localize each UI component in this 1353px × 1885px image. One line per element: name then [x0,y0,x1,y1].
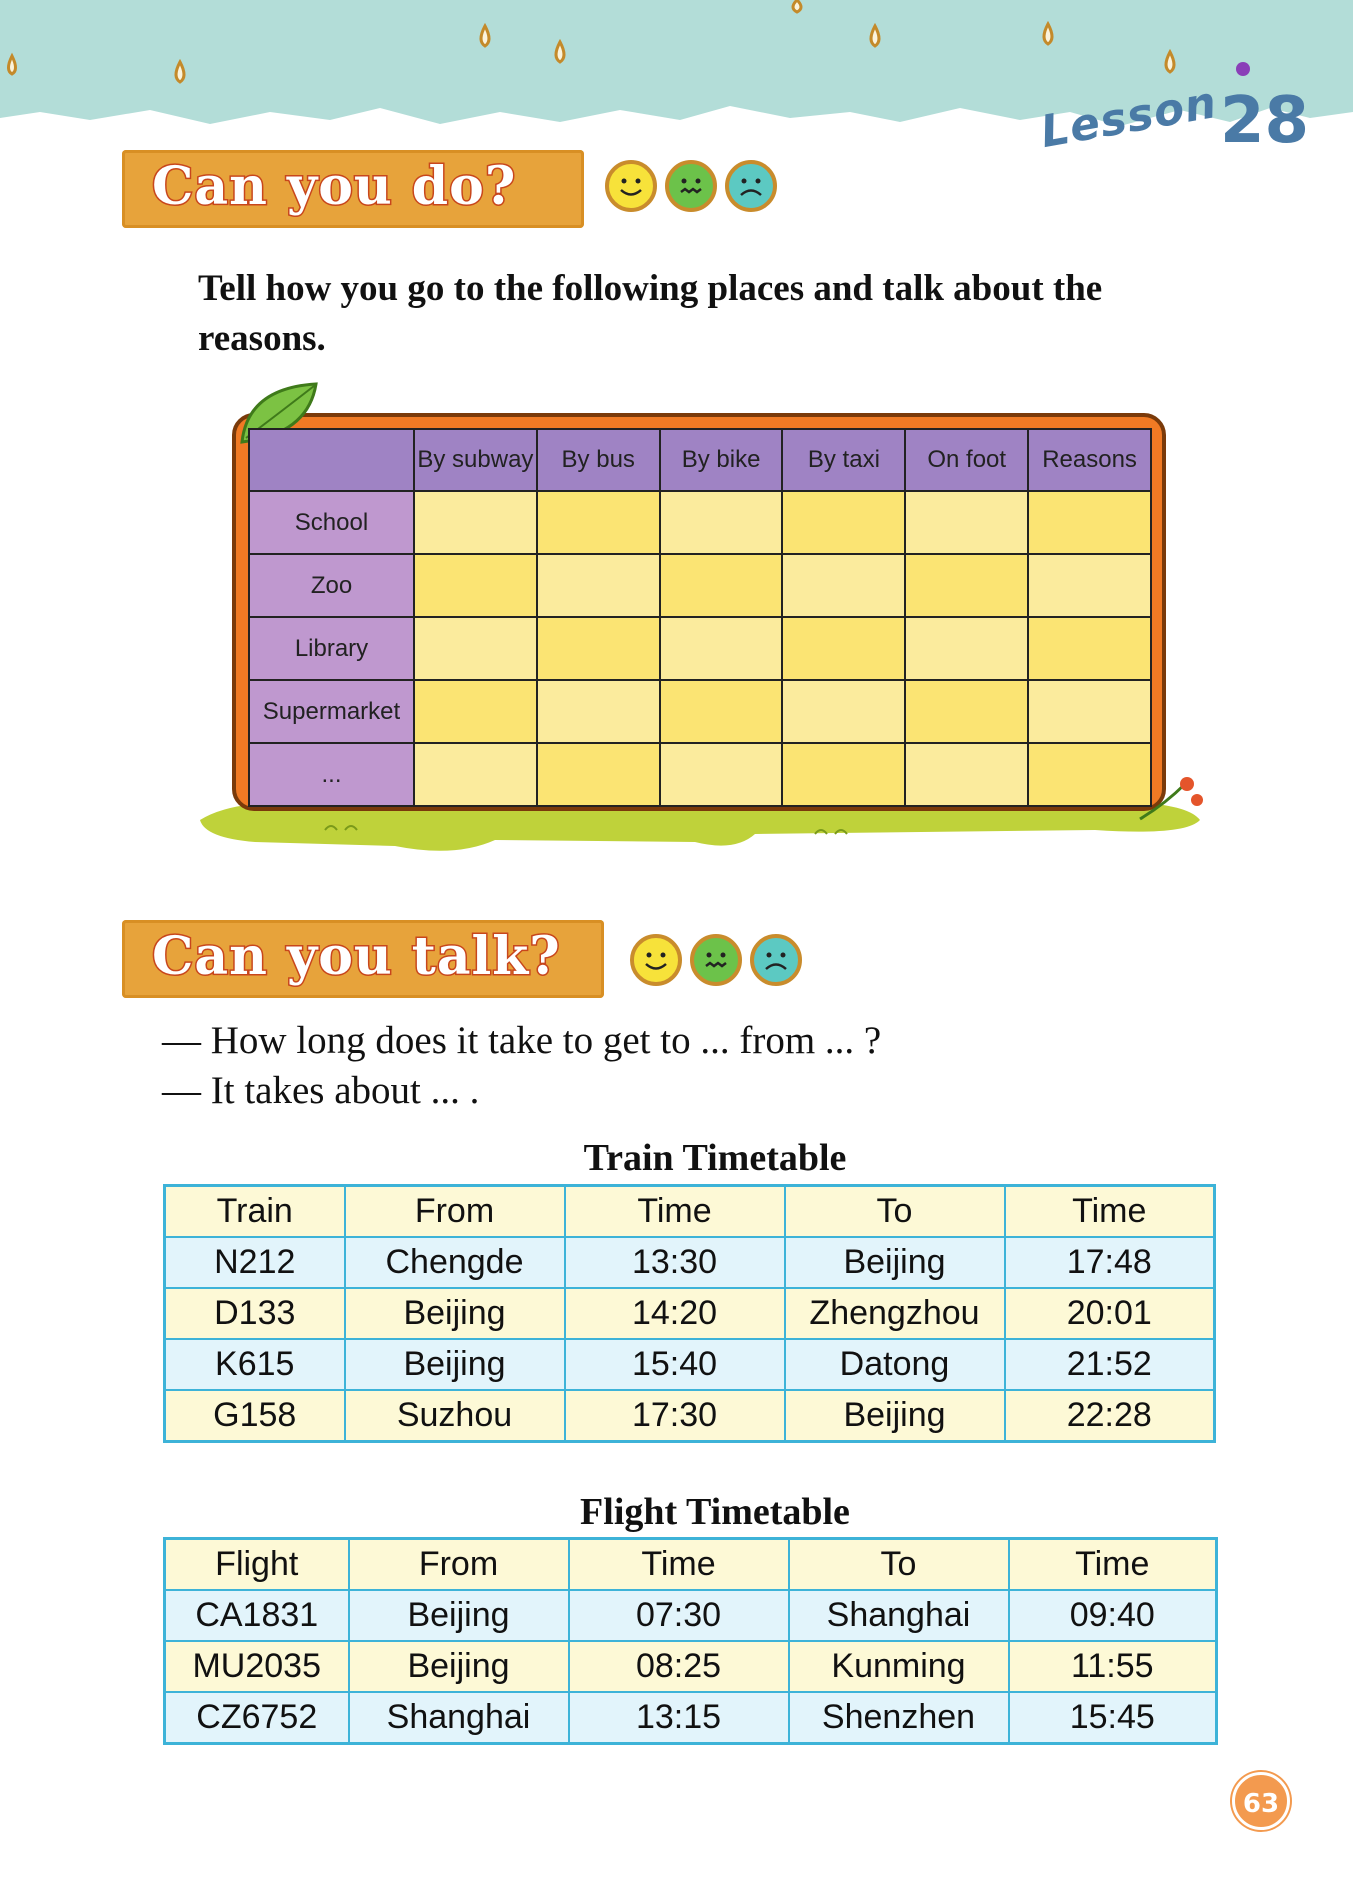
grid-cell [1028,554,1151,617]
table-cell: 15:40 [565,1339,785,1390]
dialogue-line-1: — How long does it take to get to ... from ... ? [162,1019,882,1062]
grid-cell [660,491,783,554]
table-cell: Datong [785,1339,1005,1390]
grid-cell [537,617,660,680]
table-cell: 21:52 [1005,1339,1215,1390]
grid-row [249,491,1151,554]
table-cell: 17:30 [565,1390,785,1442]
sad-face-icon [725,160,777,212]
table-row [165,1237,1215,1288]
grid-cell [537,680,660,743]
grid-col-header: By taxi [782,429,905,491]
grid-cell [782,491,905,554]
table-cell: Suzhou [345,1390,565,1442]
table-row [165,1390,1215,1442]
grid-cell [782,554,905,617]
table-header: Time [569,1539,789,1591]
table-cell: Beijing [345,1288,565,1339]
table-cell: Beijing [345,1339,565,1390]
grid-cell [660,554,783,617]
grid-cell [905,743,1028,806]
grid-row [249,617,1151,680]
grid-cell [782,617,905,680]
grid-col-header: By bike [660,429,783,491]
table-header-row [165,1186,1215,1238]
table-header: Flight [165,1539,349,1591]
grid-row-label: Supermarket [249,680,414,743]
grid-header-row [249,429,1151,491]
table-cell: N212 [165,1237,345,1288]
table-cell: Shanghai [789,1590,1009,1641]
table-row [165,1288,1215,1339]
table-cell: 20:01 [1005,1288,1215,1339]
grid-cell [1028,743,1151,806]
table-header: Time [1005,1186,1215,1238]
grid-cell [905,680,1028,743]
lesson-number: 28 [1220,84,1310,158]
grid-cell [537,743,660,806]
table-cell: 09:40 [1009,1590,1217,1641]
table-cell: 17:48 [1005,1237,1215,1288]
table-cell: Zhengzhou [785,1288,1005,1339]
table-cell: CZ6752 [165,1692,349,1744]
can-you-do-header [122,150,584,228]
table-cell: MU2035 [165,1641,349,1692]
raindrop-icon [793,0,801,12]
neutral-face-icon [690,934,742,986]
grid-cell [905,617,1028,680]
table-cell: Chengde [345,1237,565,1288]
grid-row-label: Library [249,617,414,680]
can-you-talk-title: Can you talk? [152,926,561,987]
table-row [165,1590,1217,1641]
table-cell: 08:25 [569,1641,789,1692]
grid-row [249,743,1151,806]
lesson-label: Lesson [1036,76,1221,159]
happy-face-icon [630,934,682,986]
grid-col-header: Reasons [1028,429,1151,491]
raindrop-icon [1166,52,1174,72]
instruction-text: Tell how you go to the following places and talk about the reasons. [198,268,1103,359]
table-cell: Shanghai [349,1692,569,1744]
grid-cell [660,617,783,680]
grid-row-label: ... [249,743,414,806]
grid-row-label: Zoo [249,554,414,617]
grid-cell [414,554,537,617]
table-cell: Beijing [785,1390,1005,1442]
grid-cell [660,743,783,806]
grid-cell [414,617,537,680]
raindrop-icon [176,62,184,82]
flight-timetable [163,1537,1218,1745]
table-header: To [789,1539,1009,1591]
table-cell: Beijing [349,1590,569,1641]
raindrop-icon [871,26,879,46]
table-header: Time [1009,1539,1217,1591]
table-header: From [345,1186,565,1238]
grid-cell [905,554,1028,617]
train-timetable [163,1184,1216,1443]
grid-cell [782,743,905,806]
table-row [165,1692,1217,1744]
table-cell: 15:45 [1009,1692,1217,1744]
table-cell: 11:55 [1009,1641,1217,1692]
pushpin-icon [1236,62,1250,76]
table-cell: D133 [165,1288,345,1339]
grid-cell [537,554,660,617]
raindrop-icon [9,56,16,74]
neutral-face-icon [665,160,717,212]
grid-cell [414,491,537,554]
table-row [165,1641,1217,1692]
table-cell: 13:30 [565,1237,785,1288]
grid-cell [1028,680,1151,743]
grid-row-label: School [249,491,414,554]
grid-cell [1028,617,1151,680]
table-cell: CA1831 [165,1590,349,1641]
table-cell: G158 [165,1390,345,1442]
flight-timetable-title: Flight Timetable [580,1491,850,1533]
grid-col-header: By bus [537,429,660,491]
grid-cell [1028,491,1151,554]
table-header: From [349,1539,569,1591]
table-header: To [785,1186,1005,1238]
page-number: 63 [1232,1772,1290,1830]
table-cell: 14:20 [565,1288,785,1339]
table-cell: Beijing [349,1641,569,1692]
table-row [165,1339,1215,1390]
table-cell: 13:15 [569,1692,789,1744]
can-you-do-title: Can you do? [152,156,517,217]
raindrop-icon [1044,24,1052,44]
table-header-row [165,1539,1217,1591]
sad-face-icon [750,934,802,986]
table-cell: K615 [165,1339,345,1390]
grid-col-header: On foot [905,429,1028,491]
grid-cell [660,680,783,743]
train-timetable-title: Train Timetable [583,1137,847,1179]
can-you-talk-header [122,920,604,998]
grid-cell [537,491,660,554]
grid-cell [414,743,537,806]
grid-corner [249,429,414,491]
grid-cell [414,680,537,743]
table-cell: Kunming [789,1641,1009,1692]
transport-grid [248,428,1152,807]
raindrop-icon [556,42,564,62]
grid-cell [782,680,905,743]
grid-cell [905,491,1028,554]
dialogue-line-2: — It takes about ... . [162,1069,480,1112]
grid-row [249,554,1151,617]
table-header: Train [165,1186,345,1238]
happy-face-icon [605,160,657,212]
table-cell: 07:30 [569,1590,789,1641]
table-header: Time [565,1186,785,1238]
grid-col-header: By subway [414,429,537,491]
raindrop-icon [481,26,489,46]
table-cell: Beijing [785,1237,1005,1288]
table-cell: Shenzhen [789,1692,1009,1744]
grid-row [249,680,1151,743]
table-cell: 22:28 [1005,1390,1215,1442]
